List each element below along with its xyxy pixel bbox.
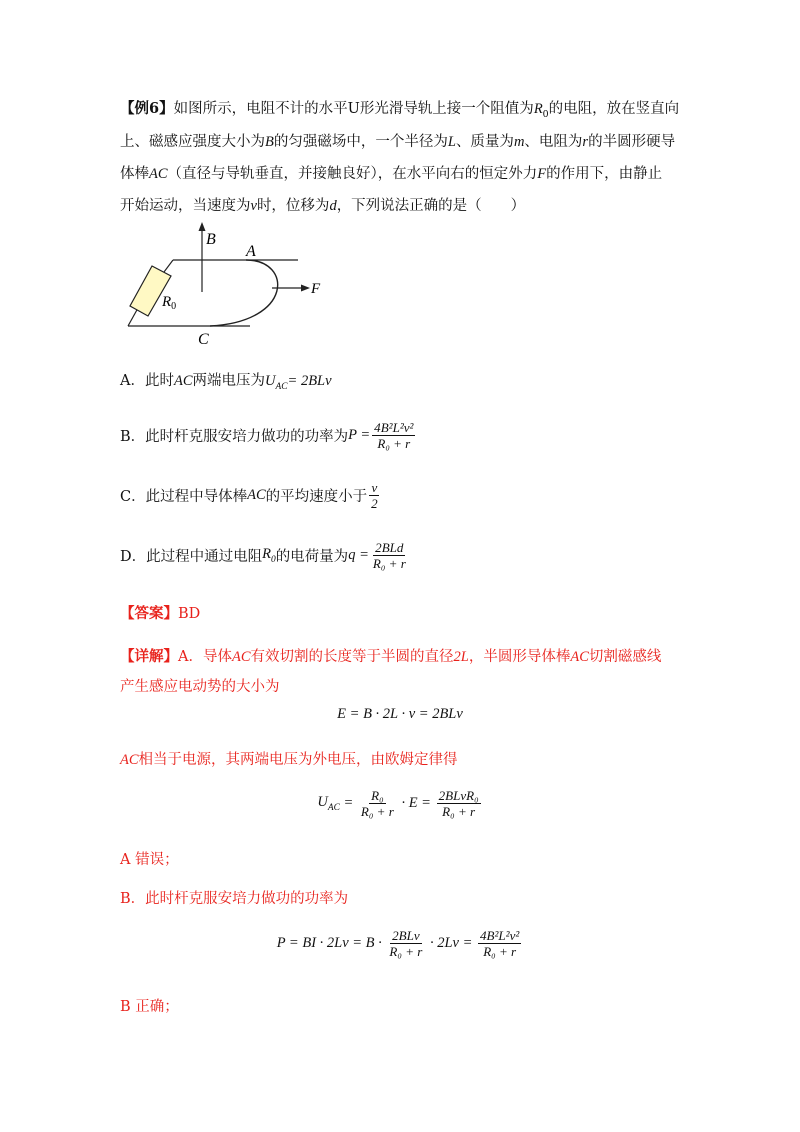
equation-power: P = BI · 2Lv = B · $\frac{\text{2BLv}}{\text{R₀ + r}}$ · 2Lv = $\frac{\text{4B²L²v²}}{\text{R₀ + r}}$ [276,928,520,959]
detail-line-b: B．此时杆克服安培力做功的功率为 [120,891,349,907]
detail-label: 【详解】 [120,648,178,665]
equation-emf: E = B · 2L · v = 2BLv [337,706,463,722]
detail-line-1: 【详解】A．导体AC有效切割的长度等于半圆的直径2L，半圆形导体棒AC切割磁感线 [120,648,662,665]
option-c-fraction: $\frac{v}{2}$ [371,480,378,511]
option-d[interactable]: D．此过程中通过电阻$R_0$的电荷量为q = $\frac{\text{2BLd}}{\text{R₀ + r}}$ [120,540,406,571]
b-field-arrowhead [199,222,206,231]
detail-verdict-b: B 正确； [120,999,179,1015]
left-connector-upper [164,260,173,272]
label-c: C [198,331,209,348]
semicircle-conductor [210,260,278,326]
answer-line [120,602,200,623]
question-label: 【例6】 [120,100,174,117]
question-line-2: 上、磁感应强度大小为B的匀强磁场中，一个半径为L、质量为m、电阻为r的半圆形硬导 [120,134,676,150]
answer-label: 【答案】 [120,605,178,622]
left-connector-lower [128,308,138,326]
detail-line-3: AC相当于电源，其两端电压为外电压，由欧姆定律得 [120,752,458,768]
detail-verdict-a: A 错误； [120,852,179,868]
equation-voltage: $U_{AC}$ = $\frac{\text{R₀}}{\text{R₀ + r}}$ · E = $\frac{\text{2BLvR₀}}{\text{R₀ + r}}$ [317,788,479,819]
label-b: B [206,231,216,248]
question-line-4: 开始运动，当速度为v时，位移为d，下列说法正确的是（ ） [120,198,526,214]
option-b[interactable]: B．此时杆克服安培力做功的功率为P = $\frac{\text{4B²L²v²}}{\text{R₀ + r}}$ [120,420,414,451]
question-line-1: 【例6】如图所示，电阻不计的水平U形光滑导轨上接一个阻值为$R_0$的电阻，放在竖直向 [120,100,680,120]
question-line-3: 体棒AC（直径与导轨垂直，并接触良好），在水平向右的恒定外力F的作用下，由静止 [120,166,663,182]
answer-value: BD [178,606,201,622]
option-d-fraction: $\frac{\text{2BLd}}{\text{R₀ + r}}$ [372,540,406,571]
force-arrowhead [301,285,310,292]
detail-line-2: 产生感应电动势的大小为 [120,679,280,695]
option-a[interactable]: A．此时AC两端电压为$U_{AC}= 2BLv$ [120,373,332,392]
option-c[interactable]: C．此过程中导体棒AC的平均速度小于 $\frac{v}{2}$ [120,480,378,511]
label-a: A [246,243,256,260]
label-r0: $R_0$ [162,294,177,312]
option-b-fraction: $\frac{\text{4B²L²v²}}{\text{R₀ + r}}$ [374,420,414,451]
rail-diagram [118,222,328,352]
label-f: F [311,281,321,297]
